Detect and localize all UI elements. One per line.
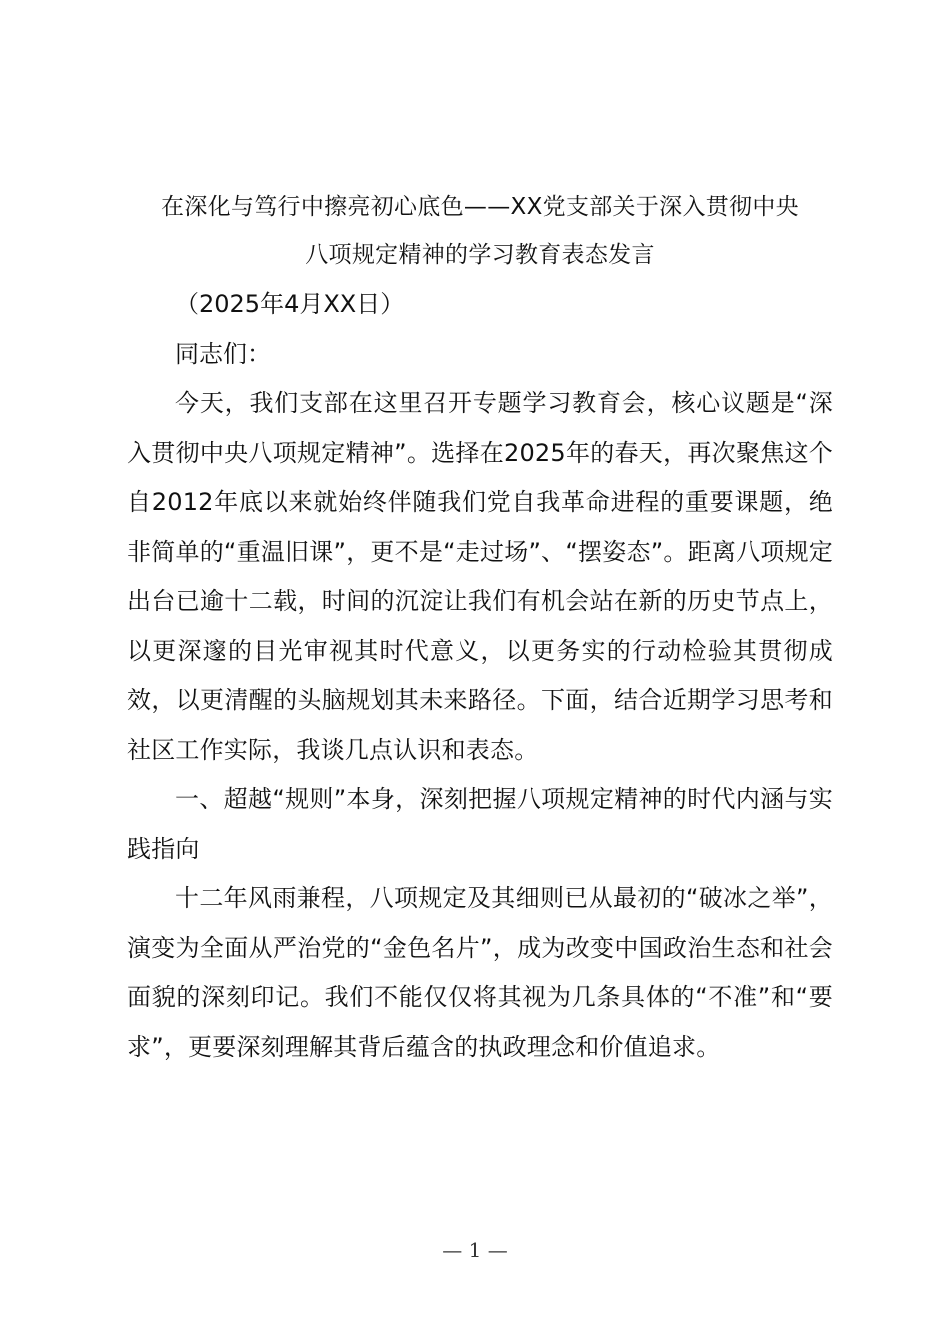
- greeting: 同志们：: [175, 340, 271, 368]
- page-number: — 1 —: [442, 1238, 508, 1262]
- paragraph-intro: 今天，我们支部在这里召开专题学习教育会，核心议题是“深入贯彻中央八项规定精神”。选择在2025年的春天，再次聚焦这个自2012年底以来就始终伴随我们党自我革命进程的重要课题，绝非简单的“重温旧课”，更不是“走过场”、“摆姿态”。距离八项规定出台已逾十二载，时间的沉淀让我们有机会站在新的历史节点上，以更深邃的目光审视其时代意义，以更务实的行动检验其贯彻成效，以更清醒的头脑规划其未来路径。下面，结合近期学习思考和社区工作实际，我谈几点认识和表态。: [127, 389, 833, 764]
- document-body: [127, 183, 833, 1072]
- document-title-line-2: 八项规定精神的学习教育表态发言: [305, 242, 655, 268]
- paragraph-section-1: 十二年风雨兼程，八项规定及其细则已从最初的“破冰之举”，演变为全面从严治党的“金色名片”，成为改变中国政治生态和社会面貌的深刻印记。我们不能仅仅将其视为几条具体的“不准”和“要求”，更要深刻理解其背后蕴含的执政理念和价值追求。: [127, 884, 833, 1061]
- document-date: （2025年4月XX日）: [175, 290, 405, 318]
- document-title-line-1: 在深化与笃行中擦亮初心底色——XX党支部关于深入贯彻中央: [161, 194, 799, 220]
- section-heading-1: 一、超越“规则”本身，深刻把握八项规定精神的时代内涵与实践指向: [127, 785, 833, 863]
